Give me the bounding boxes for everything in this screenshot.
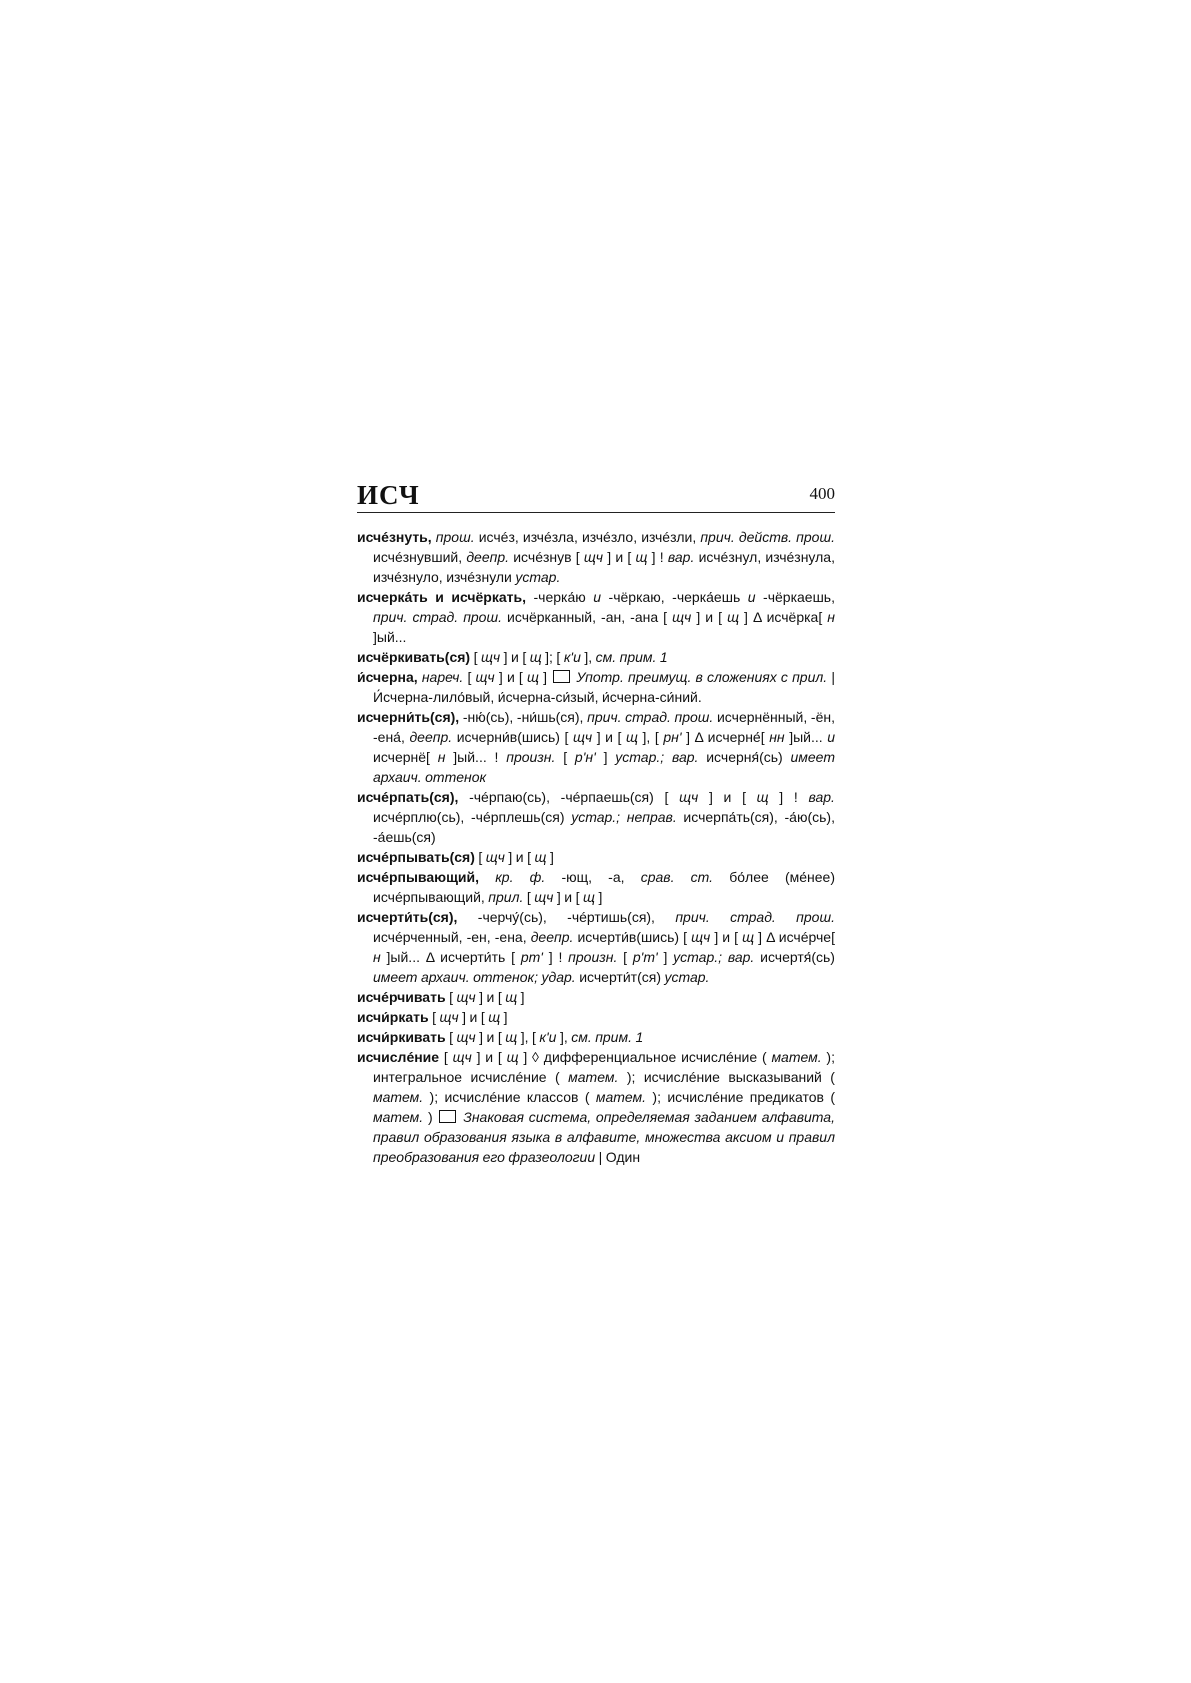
entry-text: исчéзнувший, (373, 549, 463, 565)
entry-text: ] и [ (479, 989, 502, 1005)
dictionary-entry (357, 867, 835, 907)
entry-label: щ (742, 929, 755, 945)
entry-text: ] и [ (714, 929, 739, 945)
entry-text: ] и [ (498, 669, 523, 685)
dictionary-entry (357, 787, 835, 847)
entry-text: [ (432, 1009, 436, 1025)
entry-label: щч (456, 1029, 476, 1045)
entry-text: [ (473, 649, 478, 665)
entry-text: -ню́(сь), -ни́шь(ся), (462, 709, 584, 725)
entry-text: [ (563, 749, 568, 765)
entry-text: ); исчислéние классов ( (429, 1089, 590, 1105)
entry-text: ] и [ (596, 729, 622, 745)
entry-text: ); исчислéние предикатов ( (652, 1089, 835, 1105)
entry-label: Знаковая система, определяемая заданием алфавита, правил образования языка в алфавите, множества аксиом и правил преобразования его фразеологии (373, 1109, 835, 1165)
entry-headword: исчерти́ть(ся), (357, 909, 458, 925)
entry-label: щ (505, 1029, 518, 1045)
entry-text: [ (526, 889, 531, 905)
entry-text: ) (427, 1109, 433, 1125)
entry-text: ] (520, 989, 525, 1005)
dictionary-entry (357, 1047, 835, 1167)
entry-text: -чéрпаю(сь), -чéрпаешь(ся) [ (469, 789, 669, 805)
entry-headword: и́счерна, (357, 669, 418, 685)
entry-headword: исчéрчивать (357, 989, 446, 1005)
entry-headword: исчéзнуть, (357, 529, 432, 545)
entry-text: ] Δ исчéрче[ (758, 929, 835, 945)
entry-label: прич. страд. прош. (587, 709, 714, 725)
entry-label: вар. (671, 749, 699, 765)
dictionary-entry (357, 587, 835, 647)
entry-label: щ (626, 729, 638, 745)
entry-label: устар. (664, 969, 710, 985)
definition-box-icon (439, 1110, 456, 1123)
entry-text: ] Δ исчёрка[ (744, 609, 823, 625)
entry-headword: исчи́ркать (357, 1009, 429, 1025)
entry-text: исчéрченный, -ен, -ена, (373, 929, 527, 945)
entry-text: ] и [ (508, 849, 532, 865)
entry-text: исчернё[ (373, 749, 430, 765)
entry-label: матем. (568, 1069, 619, 1085)
entry-text: ] ◊ дифференциальное исчислéние ( (523, 1049, 767, 1065)
entry-text: ] (598, 889, 603, 905)
entry-text: исчернённый, -ён, -ена́, (373, 709, 835, 745)
entry-label: щ (583, 889, 595, 905)
entry-label: и (593, 589, 602, 605)
entry-label: щ (635, 549, 648, 565)
entry-text: ] (549, 849, 554, 865)
entry-label: нареч. (421, 669, 464, 685)
entry-label: матем. (771, 1049, 822, 1065)
entry-label: щч (691, 929, 711, 945)
entry-label: произн. (506, 749, 556, 765)
entry-text: | И́счерна-лило́вый, и́счерна-си́зый, и́счерна-си́ний. (373, 669, 835, 705)
entry-label: щ (756, 789, 769, 805)
entry-label: вар. (727, 949, 755, 965)
entry-text: ]ый... ! (453, 749, 499, 765)
entry-label: деепр. (466, 549, 510, 565)
entry-label: и (747, 589, 756, 605)
entry-text: исчерпа́ть(ся), -а́ю(сь), -а́ешь(ся) (373, 809, 835, 845)
entry-label: матем. (595, 1089, 647, 1105)
entry-text: ]ый... Δ исчерти́ть [ (386, 949, 516, 965)
entry-label: щч (672, 609, 692, 625)
entry-text: ] ! (651, 549, 664, 565)
entry-label: произн. (568, 949, 618, 965)
dictionary-entry (357, 907, 835, 987)
entry-label: щ (727, 609, 739, 625)
entry-text: исчёрканный, -ан, -ана [ (507, 609, 668, 625)
entry-label: см. прим. 1 (595, 649, 668, 665)
entry-text: [ (623, 949, 628, 965)
dictionary-entry (357, 667, 835, 707)
entry-text: -чёркаю, -черка́ешь (608, 589, 741, 605)
entry-text: ] и [ (696, 609, 723, 625)
entry-label: щч (475, 669, 495, 685)
entry-text: ]; [ (545, 649, 561, 665)
entry-text: исчéзнув [ (513, 549, 580, 565)
entry-text: ], [ (520, 1029, 536, 1045)
entry-text: исчéзнул, изчéзнула, изчéзнуло, изчéзнули (373, 549, 835, 585)
entry-label: устар. (515, 569, 561, 585)
entry-label: прил. (488, 889, 524, 905)
entry-text: исчерня́(сь) (706, 749, 783, 765)
entry-label: щ (527, 669, 539, 685)
entry-label: рн' (663, 729, 682, 745)
entry-text: [ (467, 669, 472, 685)
entry-text: ); исчислéние высказываний ( (626, 1069, 835, 1085)
entry-label: щч (456, 989, 476, 1005)
entry-label: вар. (667, 549, 695, 565)
entry-text: [ (443, 1049, 448, 1065)
entry-text: ]ый... (373, 629, 407, 645)
definition-box-icon (553, 670, 570, 683)
entry-text: ], (559, 1029, 568, 1045)
entry-label: щ (529, 649, 542, 665)
entry-label: удар. (541, 969, 576, 985)
entry-label: устар.; (571, 809, 621, 825)
entry-text: ] и [ (503, 649, 527, 665)
entry-label: щч (534, 889, 554, 905)
entry-label: щч (485, 849, 505, 865)
entry-label: щ (488, 1009, 501, 1025)
entry-label: н (373, 949, 381, 965)
entry-label: щ (534, 849, 547, 865)
entry-label: щч (583, 549, 604, 565)
entry-label: устар.; (673, 949, 723, 965)
entry-text: исчерти́в(шись) [ (577, 929, 687, 945)
entry-label: к'и (563, 649, 581, 665)
entry-list (357, 527, 835, 1167)
entry-text: ]ый... (789, 729, 823, 745)
entry-headword: исчёркивать(ся) (357, 649, 471, 665)
entry-text: ] ! (779, 789, 798, 805)
entry-text: -ющ, -а, (561, 869, 625, 885)
dictionary-entry (357, 847, 835, 867)
entry-label: р'н' (574, 749, 596, 765)
entry-text: ] и [ (476, 1049, 502, 1065)
entry-label: к'и (539, 1029, 557, 1045)
page-header (357, 480, 835, 513)
entry-label: имеет архаич. оттенок; (373, 969, 538, 985)
entry-headword: исчерни́ть(ся), (357, 709, 460, 725)
entry-text: ] (603, 749, 608, 765)
entry-headword: исчéрпывать(ся) (357, 849, 475, 865)
entry-text: ] и [ (607, 549, 632, 565)
dictionary-entry (357, 1027, 835, 1047)
entry-label: неправ. (626, 809, 677, 825)
dictionary-entry (357, 527, 835, 587)
entry-label: срав. ст. (640, 869, 714, 885)
entry-label: н (437, 749, 446, 765)
entry-text: -черчу́(сь), -чéртишь(ся), (477, 909, 655, 925)
entry-headword: исчерка́ть и исчёркать, (357, 589, 526, 605)
entry-label: прич. действ. прош. (700, 529, 835, 545)
entry-text: исчертя́(сь) (760, 949, 835, 965)
entry-label: щч (572, 729, 593, 745)
entry-text: ] (503, 1009, 508, 1025)
dictionary-page (357, 480, 836, 1167)
entry-headword: исчéрпывающий, (357, 869, 479, 885)
entry-text: [ (478, 849, 483, 865)
entry-label: щ (506, 1049, 519, 1065)
entry-text: ] (543, 669, 548, 685)
entry-text: ] и [ (462, 1009, 485, 1025)
entry-text: -чёркаешь, (763, 589, 835, 605)
entry-label: р'т' (632, 949, 658, 965)
page-number: 400 (809, 484, 835, 503)
entry-label: вар. (808, 789, 835, 805)
entry-text: исчéрплю(сь), -чéрплешь(ся) (373, 809, 565, 825)
entry-headword: исчéрпать(ся), (357, 789, 459, 805)
entry-text: -черка́ю (533, 589, 586, 605)
entry-text: бо́лее (ме́нее) исчéрпывающий, (373, 869, 836, 905)
entry-text: исчерни́в(шись) [ (456, 729, 569, 745)
entry-label: щч (679, 789, 699, 805)
entry-label: прош. (435, 529, 475, 545)
entry-label: щ (505, 989, 518, 1005)
entry-label: устар.; (615, 749, 665, 765)
entry-label: деепр. (409, 729, 453, 745)
entry-label: прич. страд. прош. (675, 909, 835, 925)
entry-headword: исчи́ркивать (357, 1029, 446, 1045)
dictionary-entry (357, 647, 835, 667)
entry-label: щч (480, 649, 501, 665)
entry-text: ] и [ (479, 1029, 502, 1045)
entry-label: нн (769, 729, 785, 745)
entry-text: ] (663, 949, 668, 965)
entry-text: [ (449, 989, 453, 1005)
entry-label: матем. (373, 1109, 424, 1125)
entry-text: ] и [ (556, 889, 580, 905)
entry-label: рт' (520, 949, 543, 965)
entry-label: щч (439, 1009, 459, 1025)
entry-label: матем. (373, 1089, 424, 1105)
dictionary-entry (357, 1007, 835, 1027)
entry-label: кр. ф. (495, 869, 546, 885)
entry-text: исчéз, изчéзла, изчéзло, изчéзли, (478, 529, 697, 545)
entry-text: ] ! (548, 949, 563, 965)
entry-label: Употр. преимущ. в сложениях с прил. (576, 669, 828, 685)
entry-text: исчерти́т(ся) (579, 969, 661, 985)
entry-label: н (827, 609, 835, 625)
entry-text: ] Δ исчерне́[ (686, 729, 765, 745)
entry-text: | Один (598, 1149, 641, 1165)
entry-label: деепр. (530, 929, 574, 945)
entry-label: имеет архаич. оттенок (373, 749, 835, 785)
entry-text: [ (449, 1029, 453, 1045)
entry-label: прич. страд. прош. (373, 609, 502, 625)
entry-text: ] и [ (708, 789, 746, 805)
entry-headword: исчислéние (357, 1049, 440, 1065)
entry-label: см. прим. 1 (571, 1029, 644, 1045)
entry-text: ], [ (642, 729, 659, 745)
running-head: ИСЧ (357, 480, 420, 510)
dictionary-entry (357, 707, 835, 787)
entry-text: ], (584, 649, 593, 665)
dictionary-entry (357, 987, 835, 1007)
entry-label: щч (452, 1049, 472, 1065)
entry-text: ); интегральное исчислéние ( (373, 1049, 835, 1085)
entry-label: и (827, 729, 836, 745)
